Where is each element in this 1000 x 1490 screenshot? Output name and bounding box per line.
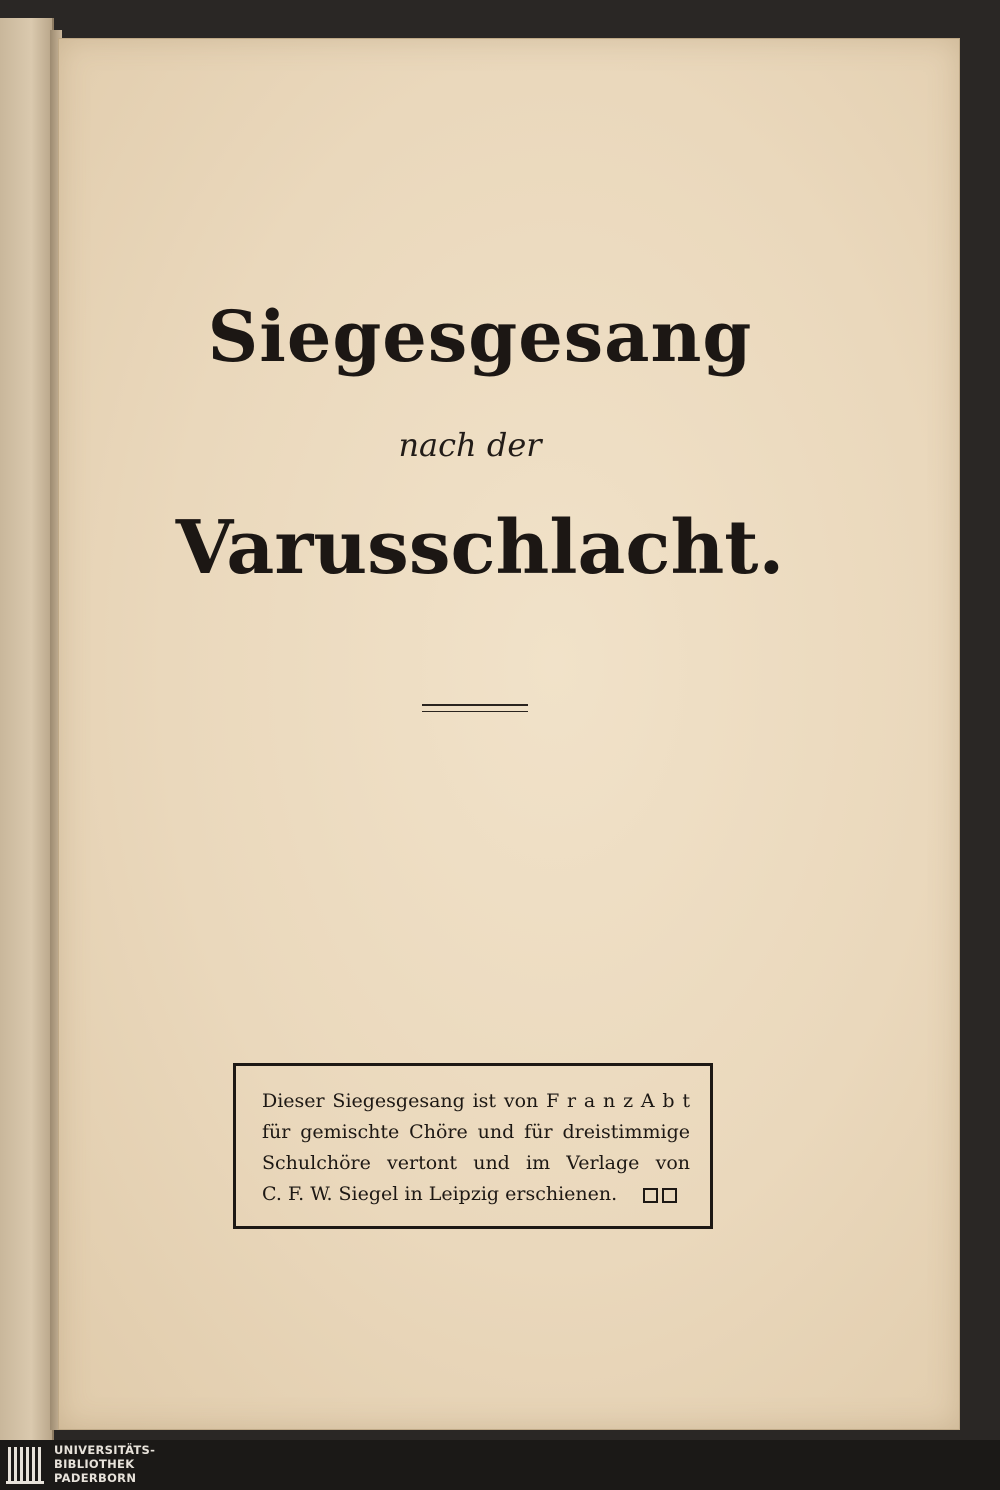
notice-line-4-wrap	[262, 1179, 690, 1210]
library-name-line-2: BIBLIOTHEK	[54, 1457, 135, 1471]
library-name	[54, 1443, 155, 1485]
square-ornament-icon	[643, 1188, 658, 1203]
library-name-line-3: PADERBORN	[54, 1471, 137, 1485]
publisher-notice-box	[233, 1063, 713, 1229]
square-ornament-icon	[662, 1188, 677, 1203]
library-name-line-1: UNIVERSITÄTS-	[54, 1443, 156, 1457]
page-title: Siegesgesang	[207, 295, 753, 378]
main-title: Varusschlacht.	[175, 505, 785, 591]
page-subtitle: nach der	[398, 426, 542, 464]
notice-line-4: C. F. W. Siegel in Leipzig erschienen.	[262, 1183, 618, 1205]
notice-line-3: Schulchöre vertont und im Verlage von	[262, 1152, 690, 1174]
notice-line-1: Dieser Siegesgesang ist von F r a n z A b t	[262, 1090, 690, 1112]
publisher-notice-text	[262, 1086, 690, 1210]
library-logo-icon	[4, 1443, 48, 1487]
notice-line-2: für gemischte Chöre und für dreistimmige	[262, 1121, 690, 1143]
left-page-edge	[0, 18, 54, 1440]
double-rule-divider	[422, 704, 528, 712]
